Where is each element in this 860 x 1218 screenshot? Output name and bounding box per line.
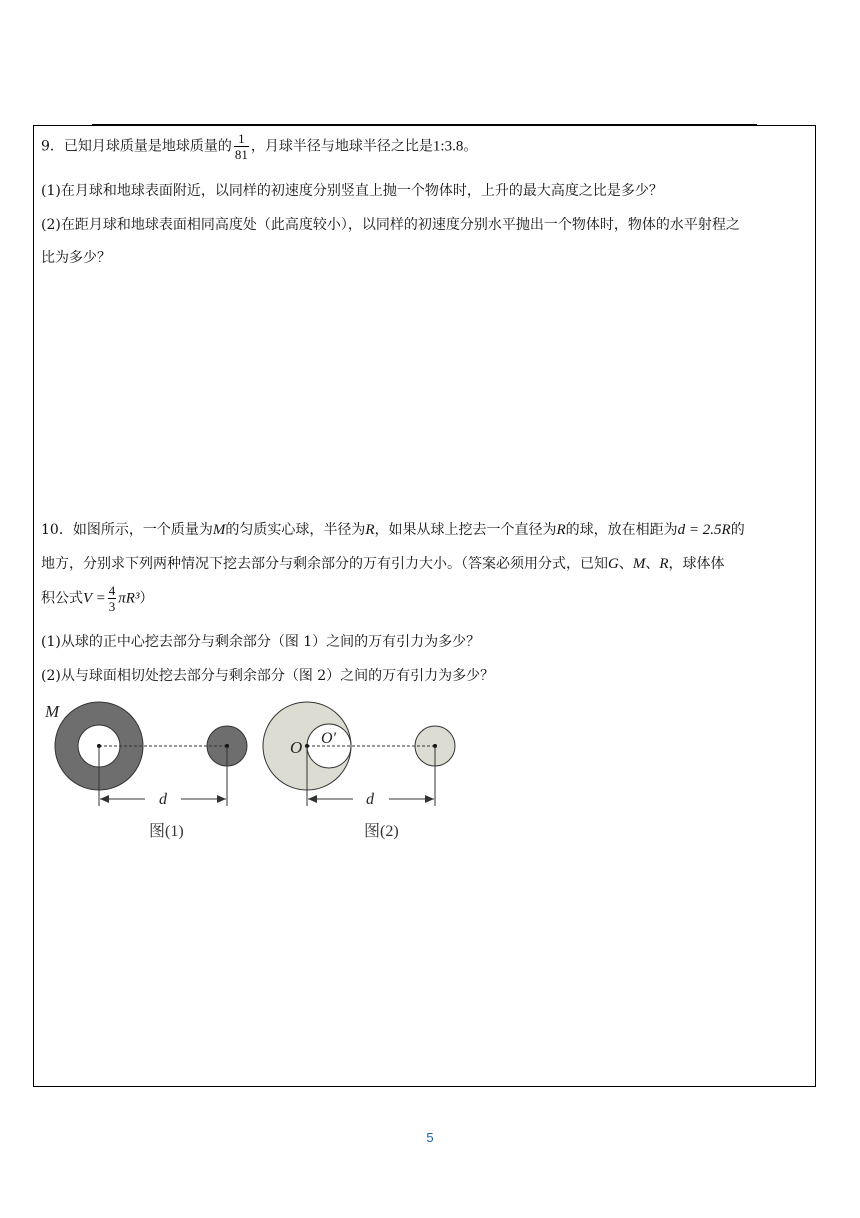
fig1-caption: 图(1)	[149, 823, 184, 840]
q10-stem-line3: 积公式V = $\frac{4}{3}$ πR³）	[41, 583, 154, 614]
q10-part1: (1)从球的正中心挖去部分与剩余部分（图 1）之间的万有引力为多少？	[41, 634, 481, 650]
page-number: 5	[426, 1130, 434, 1145]
q9-part1: (1)在月球和地球表面附近，以同样的初速度分别竖直上抛一个物体时，上升的最大高度之比是多少？	[41, 183, 663, 199]
q10-stem-line2: 地方，分别求下列两种情况下挖去部分与剩余部分的万有引力大小。（答案必须用分式，已知G、M、R，球体体	[41, 556, 725, 572]
fig2-caption: 图(2)	[364, 823, 399, 840]
fig2-d-label: d	[366, 791, 374, 808]
fig1-arrowhead-left	[100, 795, 109, 803]
fig2-arrowhead-left	[308, 795, 317, 803]
q10-stem-line1: 10．如图所示，一个质量为M的匀质实心球，半径为R，如果从球上挖去一个直径为R的球，放在相距为d = 2.5R的	[41, 522, 745, 538]
fig1-arrowhead-right	[217, 795, 226, 803]
fig1-mass-label: M	[45, 702, 60, 721]
q10-part2: (2)从与球面相切处挖去部分与剩余部分（图 2）之间的万有引力为多少？	[41, 668, 495, 684]
q9-mass-fraction: $\frac{1}{81}$	[234, 131, 248, 162]
q10-volume-fraction: $\frac{4}{3}$	[108, 583, 116, 614]
q9-stem: 9．已知月球质量是地球质量的 $\frac{1}{81}$ ，月球半径与地球半径之比是1:3.8。	[41, 131, 478, 162]
q9-part2-line1: (2)在距月球和地球表面相同高度处（此高度较小），以同样的初速度分别水平抛出一个物体时，物体的水平射程之	[41, 217, 740, 233]
fig2-center-label: O	[290, 738, 303, 757]
q9-part2-line2: 比为多少？	[41, 250, 111, 266]
fig2-arrowhead-right	[425, 795, 434, 803]
fig1-d-label: d	[159, 791, 167, 808]
fig2-inner-label: O′	[321, 730, 337, 747]
